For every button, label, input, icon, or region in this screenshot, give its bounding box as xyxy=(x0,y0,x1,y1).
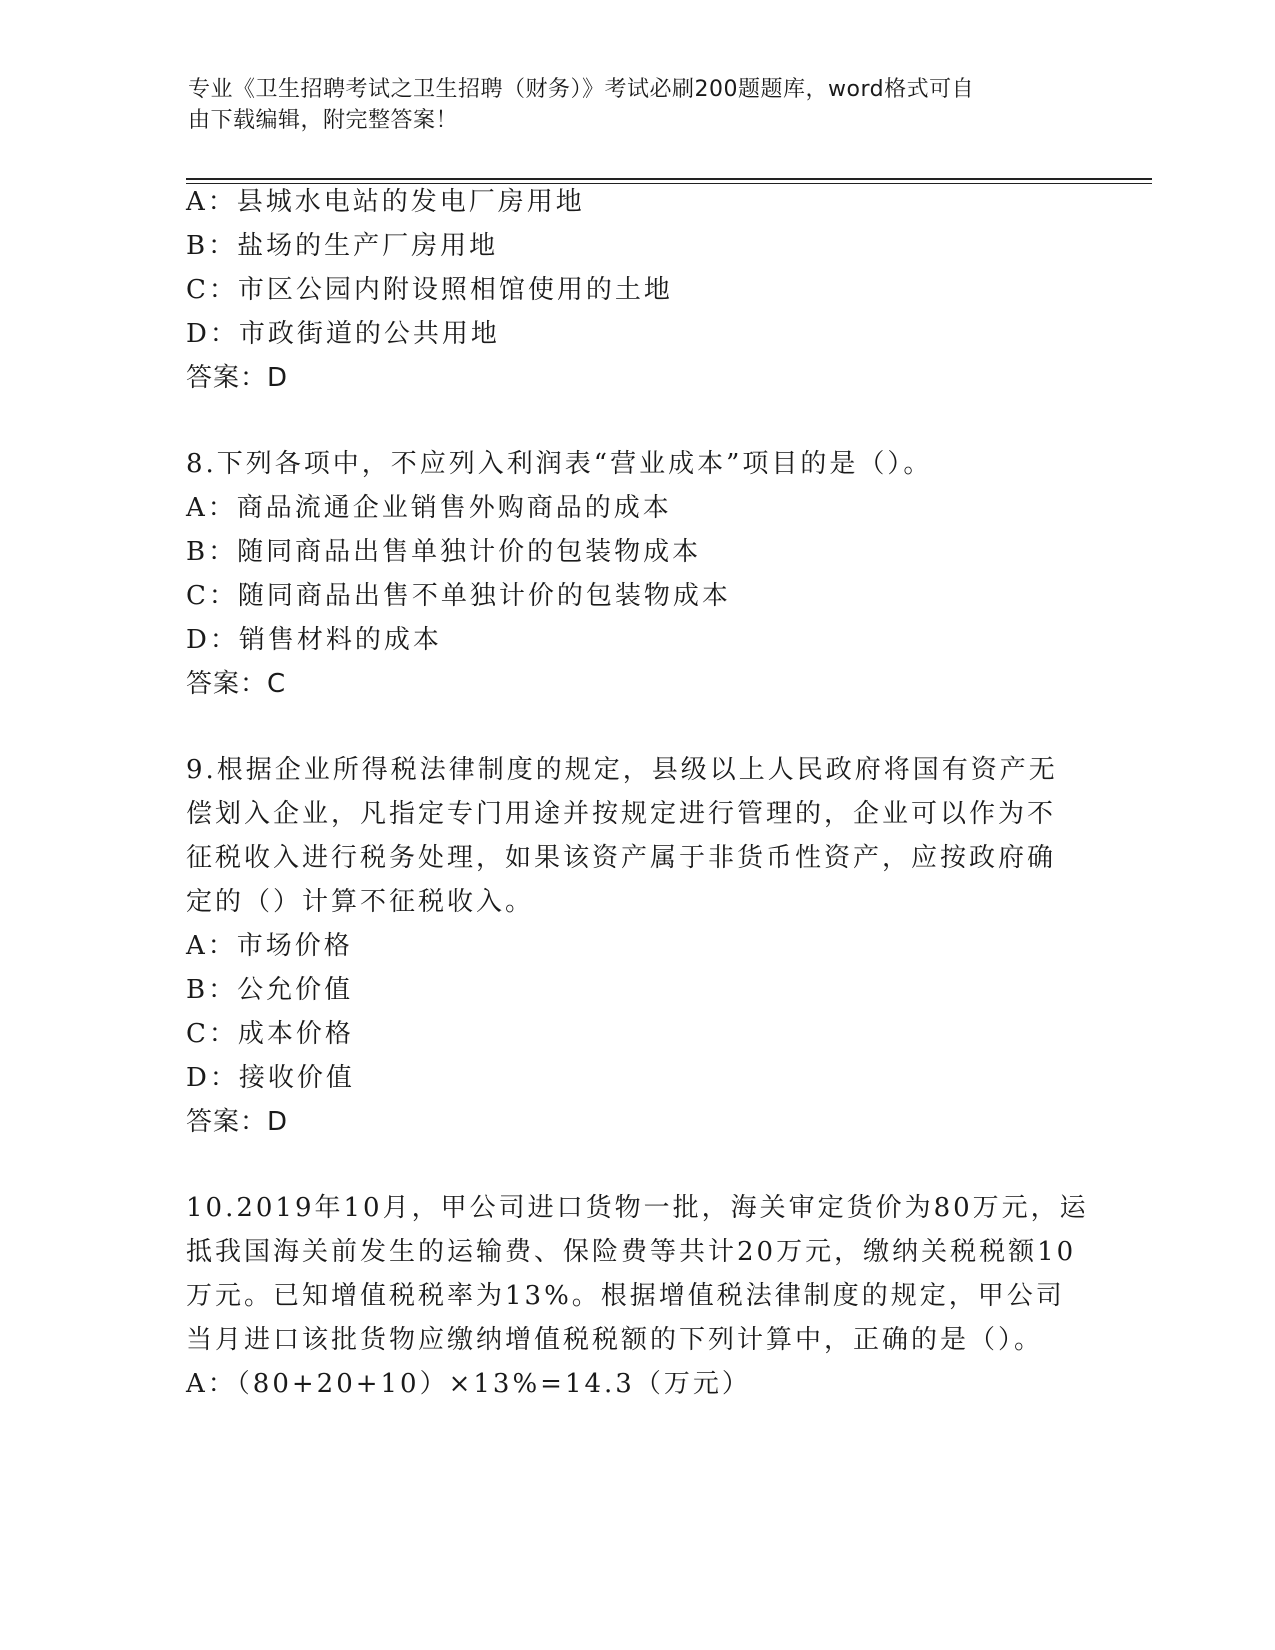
q8-option-c: C：随同商品出售不单独计价的包装物成本 xyxy=(186,581,731,611)
q9-stem-line-1: 9.根据企业所得税法律制度的规定，县级以上人民政府将国有资产无 xyxy=(186,755,1058,785)
q9-stem-line-3: 征税收入进行税务处理，如果该资产属于非货币性资产，应按政府确 xyxy=(186,843,1057,873)
q10-option-a: A：（80+20+10）×13%=14.3（万元） xyxy=(186,1369,751,1399)
document-header xyxy=(188,74,1068,136)
q7-option-a: A：县城水电站的发电厂房用地 xyxy=(186,187,585,217)
header-divider-thin xyxy=(186,183,1152,184)
q10-stem-line-3: 万元。已知增值税税率为13%。根据增值税法律制度的规定，甲公司 xyxy=(186,1281,1065,1311)
q10-stem-line-2: 抵我国海关前发生的运输费、保险费等共计20万元，缴纳关税税额10 xyxy=(186,1237,1077,1267)
q9-option-a: A：市场价格 xyxy=(186,931,353,961)
q9-option-b: B：公允价值 xyxy=(186,975,354,1005)
q9-option-c: C：成本价格 xyxy=(186,1019,354,1049)
q7-answer: 答案：D xyxy=(186,363,289,393)
header-title-line-1: 专业《卫生招聘考试之卫生招聘（财务）》考试必刷200题题库，word格式可自 xyxy=(188,77,975,102)
q10-stem-line-4: 当月进口该批货物应缴纳增值税税额的下列计算中，正确的是（）。 xyxy=(186,1325,1044,1355)
q8-option-b: B：随同商品出售单独计价的包装物成本 xyxy=(186,537,702,567)
header-title-line-2: 由下载编辑，附完整答案！ xyxy=(188,108,459,133)
q9-option-d: D：接收价值 xyxy=(186,1063,355,1093)
q7-option-c: C：市区公园内附设照相馆使用的土地 xyxy=(186,275,673,305)
q9-answer: 答案：D xyxy=(186,1107,289,1137)
header-divider xyxy=(186,178,1152,180)
q10-stem-line-1: 10.2019年10月，甲公司进口货物一批，海关审定货价为80万元，运 xyxy=(186,1193,1089,1223)
q9-stem-line-2: 偿划入企业，凡指定专门用途并按规定进行管理的，企业可以作为不 xyxy=(186,799,1057,829)
q7-option-b: B：盐场的生产厂房用地 xyxy=(186,231,499,261)
q9-stem-line-4: 定的（）计算不征税收入。 xyxy=(186,887,535,917)
q7-option-d: D：市政街道的公共用地 xyxy=(186,319,500,349)
q8-option-d: D：销售材料的成本 xyxy=(186,625,442,655)
q8-stem-line-1: 8.下列各项中，不应列入利润表“营业成本”项目的是（）。 xyxy=(186,449,933,479)
q8-option-a: A：商品流通企业销售外购商品的成本 xyxy=(186,493,672,523)
q8-answer: 答案：C xyxy=(186,669,287,699)
